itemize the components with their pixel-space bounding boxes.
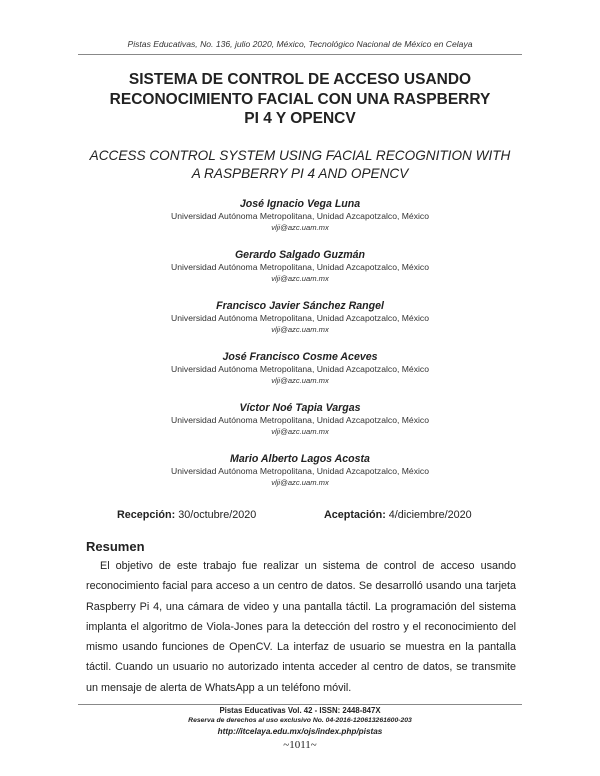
author-block	[0, 453, 600, 504]
title-line: PI 4 Y OPENCV	[244, 110, 356, 127]
author-affiliation: Universidad Autónoma Metropolitana, Unidad Azcapotzalco, México	[171, 415, 429, 425]
author-email[interactable]: vlji@azc.uam.mx	[271, 325, 329, 334]
reception-value: 30/octubre/2020	[178, 509, 257, 521]
author-affiliation: Universidad Autónoma Metropolitana, Unidad Azcapotzalco, México	[171, 466, 429, 476]
author-email[interactable]: vlji@azc.uam.mx	[271, 376, 329, 385]
submission-dates	[0, 509, 600, 523]
author-block	[0, 351, 600, 402]
title-line: RECONOCIMIENTO FACIAL CON UNA RASPBERRY	[109, 90, 491, 108]
abstract-body: El objetivo de este trabajo fue realizar un sistema de control de acceso usando reconocimiento facial para acceso a un centro de datos. Se desarrolló usando una tarjeta Raspberry Pi 4, una cámara de video y una pantalla táctil. La programación del sistema implanta el algoritmo de Viola-Jones para la detección del rostro y el reconocimiento del mismo usando funciones de OpenCV. La interfaz de usuario se muestra en la pantalla táctil. Cuando un usuario no autorizado intenta acceder al centro de datos, se transmite un mensaje de alerta de WhatsApp a un teléfono móvil.	[86, 560, 516, 694]
footer-divider	[78, 704, 522, 705]
footer-journal-issn: Pistas Educativas Vol. 42 - ISSN: 2448-847X	[219, 706, 381, 715]
reception-date	[117, 509, 256, 521]
author-name: Gerardo Salgado Guzmán	[234, 249, 366, 261]
author-name: José Francisco Cosme Aceves	[222, 351, 378, 363]
reception-label: Recepción:	[117, 509, 176, 521]
author-name: José Ignacio Vega Luna	[239, 198, 361, 210]
author-affiliation: Universidad Autónoma Metropolitana, Unidad Azcapotzalco, México	[171, 364, 429, 374]
author-email[interactable]: vlji@azc.uam.mx	[271, 478, 329, 487]
running-header: Pistas Educativas, No. 136, julio 2020, México, Tecnológico Nacional de México en Celaya	[127, 39, 473, 49]
subtitle-line: ACCESS CONTROL SYSTEM USING FACIAL RECOGNITION WITH	[89, 148, 511, 163]
author-list	[0, 198, 600, 504]
acceptance-value: 4/diciembre/2020	[388, 509, 472, 521]
author-name: Mario Alberto Lagos Acosta	[230, 453, 370, 465]
author-block	[0, 198, 600, 249]
title-line: SISTEMA DE CONTROL DE ACCESO USANDO	[128, 71, 472, 88]
abstract-heading: Resumen	[86, 539, 145, 554]
author-email[interactable]: vlji@azc.uam.mx	[271, 223, 329, 232]
author-block	[0, 300, 600, 351]
author-email[interactable]: vlji@azc.uam.mx	[271, 427, 329, 436]
footer-url[interactable]: http://itcelaya.edu.mx/ojs/index.php/pistas	[217, 727, 383, 736]
header-divider	[78, 54, 522, 55]
author-block	[0, 249, 600, 300]
page-number: ~1011~	[283, 739, 317, 751]
paper-title-english	[70, 147, 530, 183]
author-affiliation: Universidad Autónoma Metropolitana, Unidad Azcapotzalco, México	[171, 313, 429, 323]
author-block	[0, 402, 600, 453]
author-name: Víctor Noé Tapia Vargas	[239, 402, 361, 414]
author-affiliation: Universidad Autónoma Metropolitana, Unidad Azcapotzalco, México	[171, 262, 429, 272]
author-affiliation: Universidad Autónoma Metropolitana, Unidad Azcapotzalco, México	[171, 211, 429, 221]
acceptance-date	[324, 509, 472, 521]
author-name: Francisco Javier Sánchez Rangel	[216, 300, 384, 312]
author-email[interactable]: vlji@azc.uam.mx	[271, 274, 329, 283]
acceptance-label: Aceptación:	[324, 509, 386, 521]
paper-title	[80, 70, 520, 129]
subtitle-line: A RASPBERRY PI 4 AND OPENCV	[191, 166, 409, 181]
footer-rights: Reserva de derechos al uso exclusivo No. 04-2016-120613261600-203	[188, 717, 412, 724]
